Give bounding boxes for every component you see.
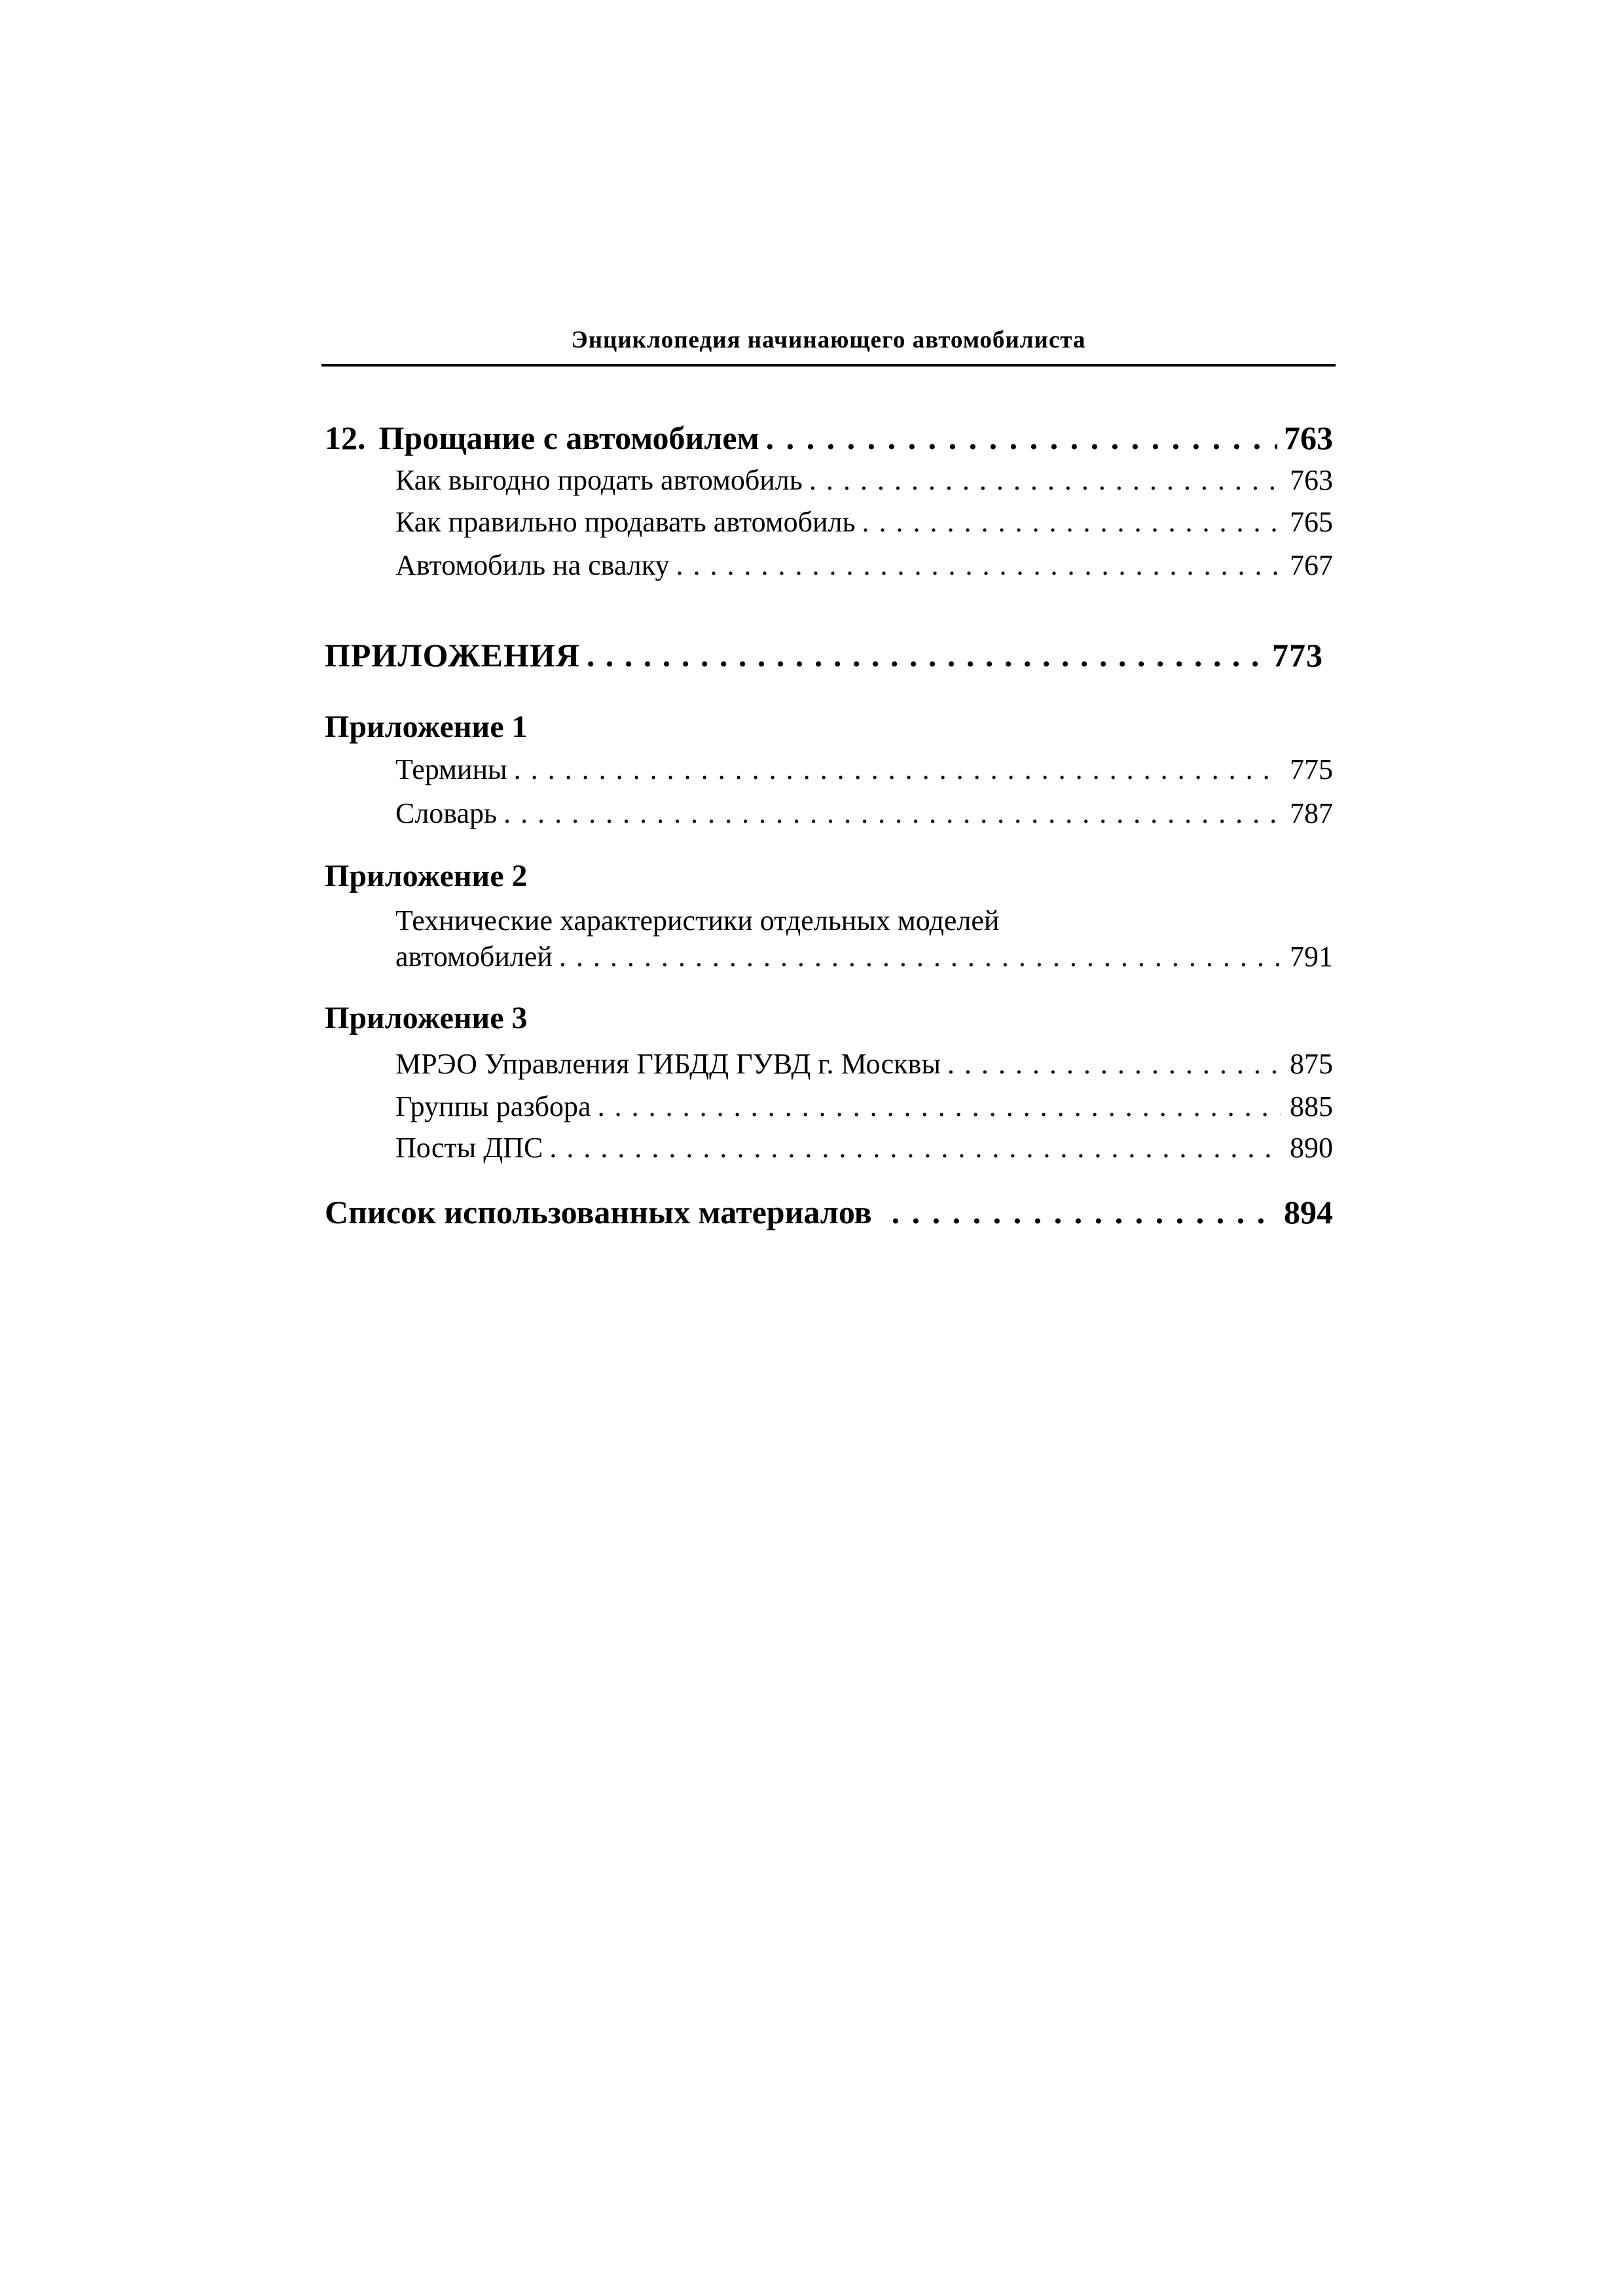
entry-title: Как выгодно продать автомобиль (395, 464, 803, 496)
toc-entry[interactable] (395, 463, 1333, 497)
appendix-3-title[interactable]: Приложение 3 (325, 1001, 528, 1035)
page-number: 775 (1290, 753, 1333, 785)
entry-title: Посты ДПС (395, 1132, 543, 1164)
appendix-1-title[interactable]: Приложение 1 (325, 709, 528, 744)
dot-leader (559, 940, 1281, 973)
appendix-2-title[interactable]: Приложение 2 (325, 859, 528, 893)
toc-entry[interactable] (395, 1047, 1333, 1081)
dot-leader (862, 505, 1281, 539)
header-rule (321, 364, 1336, 367)
toc-references[interactable] (325, 1193, 1333, 1231)
chapter-number: 12. (325, 420, 366, 456)
toc-entry[interactable] (395, 753, 1333, 786)
dot-leader (514, 753, 1281, 786)
toc-entry[interactable] (395, 1131, 1333, 1164)
entry-title: Как правильно продавать автомобиль (395, 506, 856, 538)
toc-entry[interactable] (395, 505, 1333, 539)
dot-leader (892, 1193, 1277, 1231)
page-number: 787 (1290, 797, 1333, 829)
section-title: Список использованных материалов (325, 1194, 872, 1230)
section-title: ПРИЛОЖЕНИЯ (325, 637, 580, 673)
toc-entry[interactable] (395, 797, 1333, 830)
page-number: 763 (1284, 420, 1333, 456)
dot-leader (598, 1090, 1281, 1123)
page-number: 894 (1284, 1194, 1333, 1230)
dot-leader (676, 548, 1281, 582)
toc-entry[interactable] (395, 940, 1333, 973)
entry-title: Группы разбора (395, 1090, 591, 1122)
page-number: 890 (1290, 1132, 1333, 1164)
toc-chapter-12[interactable] (325, 419, 1333, 457)
toc-entry[interactable] (395, 1090, 1333, 1123)
dot-leader (766, 419, 1277, 457)
dot-leader (947, 1047, 1281, 1081)
dot-leader (587, 636, 1266, 674)
entry-title-line-1[interactable]: Технические характеристики отдельных моделей (395, 905, 1000, 937)
page-number: 765 (1290, 506, 1333, 538)
toc-entry[interactable] (395, 548, 1333, 582)
entry-title-line-2: автомобилей (395, 941, 553, 973)
chapter-title: Прощание с автомобилем (378, 420, 759, 456)
dot-leader (809, 463, 1281, 497)
toc-appendices[interactable] (325, 636, 1323, 674)
dot-leader (503, 797, 1281, 830)
page-number: 767 (1290, 549, 1333, 581)
entry-title: МРЭО Управления ГИБДД ГУВД г. Москвы (395, 1048, 941, 1080)
running-header: Энциклопедия начинающего автомобилиста (571, 327, 1086, 353)
page-number: 875 (1290, 1048, 1333, 1080)
entry-title: Термины (395, 753, 507, 785)
page-number: 773 (1272, 637, 1323, 673)
page-number: 763 (1290, 464, 1333, 496)
page-number: 791 (1290, 941, 1333, 973)
entry-title: Словарь (395, 797, 498, 829)
entry-title: Автомобиль на свалку (395, 549, 670, 581)
dot-leader (549, 1131, 1281, 1164)
page-number: 885 (1290, 1090, 1333, 1122)
